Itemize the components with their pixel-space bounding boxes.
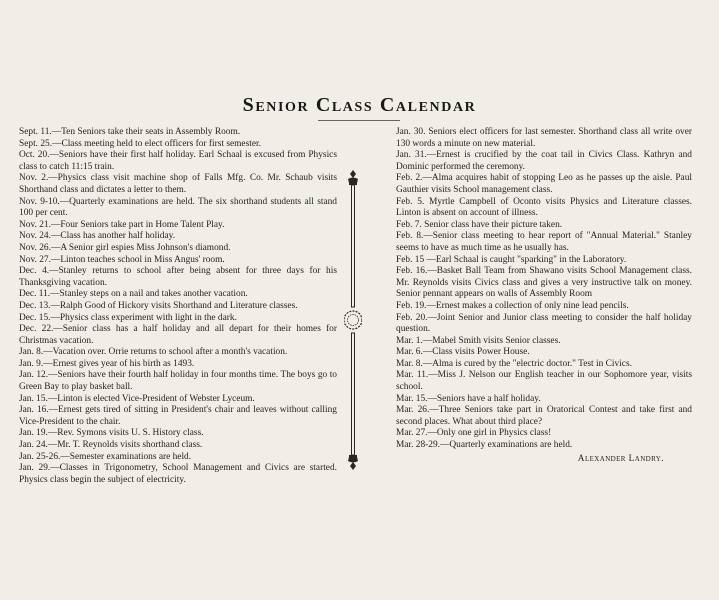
calendar-entry: Dec. 11.—Stanley steps on a nail and takes another vacation. (19, 289, 248, 300)
calendar-entry: Mar. 8.—Alma is cured by the "electric doctor." Test in Civics. (396, 358, 632, 369)
calendar-entry: Jan. 30. Seniors elect officers for last semester. Shorthand class all write over 130 words a minute on new material. (396, 127, 692, 149)
calendar-entry: Nov. 24.—Class has another half holiday. (19, 231, 176, 242)
calendar-entry: Dec. 13.—Ralph Good of Hickory visits Shorthand and Literature classes. (19, 300, 298, 311)
calendar-entry: Nov. 27.—Linton teaches school in Miss Angus' room. (19, 254, 225, 265)
calendar-entry: Nov. 26.—A Senior girl espies Miss Johnson's diamond. (19, 242, 231, 253)
calendar-entry: Feb. 8.—Senior class meeting to hear report of "Annual Material." Stanley seems to have as much time as he usually has. (396, 231, 692, 253)
calendar-entry: Mar. 15.—Seniors have a half holiday. (396, 393, 541, 404)
calendar-column-right (396, 127, 692, 465)
calendar-entry: Feb. 5. Myrtle Campbell of Oconto visits Physics and Literature classes. Linton is absent on account of illness. (396, 196, 692, 219)
calendar-column-left (19, 127, 337, 486)
calendar-entry: Feb. 2.—Alma acquires habit of stopping Leo as he passes up the aisle. Paul Gauthier visits School management class. (396, 173, 692, 195)
ornament-icon (344, 170, 362, 470)
calendar-entry: Feb. 20.—Joint Senior and Junior class meeting to consider the half holiday question. (396, 312, 692, 335)
calendar-entry: Jan. 25-26.—Semester examinations are held. (19, 451, 192, 462)
calendar-entry: Nov. 9-10.—Quarterly examinations are held. The six shorthand students all stand 100 per cent. (19, 196, 337, 219)
calendar-entry: Oct. 20.—Seniors have their first half holiday. Earl Schaal is excused from Physics class to catch 11:15 train. (19, 150, 337, 172)
calendar-entry: Mar. 1.—Mabel Smith visits Senior classes. (396, 335, 561, 346)
calendar-entry: Mar. 28-29.—Quarterly examinations are held. (396, 440, 573, 451)
calendar-entry: Jan. 16.—Ernest gets tired of sitting in President's chair and leaves without calling Vice-President to the chair. (19, 405, 337, 427)
calendar-entry: Feb. 19.—Ernest makes a collection of only nine lead pencils. (396, 300, 629, 311)
calendar-entry: Mar. 27.—Only one girl in Physics class! (396, 428, 552, 439)
calendar-entry: Jan. 31.—Ernest is crucified by the coat tail in Civics Class. Kathryn and Dominic performed the ceremony. (396, 150, 692, 172)
calendar-entry: Jan. 19.—Rev. Symons visits U. S. History class. (19, 428, 204, 439)
calendar-entry: Jan. 12.—Seniors have their fourth half holiday in four months time. The boys go to Green Bay to play basket ball. (19, 370, 337, 393)
calendar-entry: Sept. 11.—Ten Seniors take their seats in Assembly Room. (19, 127, 241, 137)
calendar-entry: Feb. 15 —Earl Schaal is caught "sparking" in the Laboratory. (396, 254, 627, 265)
title-underline (318, 120, 400, 121)
author-signature: Alexander Landry. (577, 453, 664, 464)
calendar-entry: Jan. 15.—Linton is elected Vice-President of Webster Lyceum. (19, 393, 255, 404)
calendar-entry: Dec. 22.—Senior class has a half holiday and all depart for their homes for Christmas vacation. (19, 324, 337, 346)
calendar-entry: Dec. 15.—Physics class experiment with light in the dark. (19, 312, 237, 323)
calendar-entry: Mar. 11.—Miss J. Nelson our English teacher in our Sophomore year, visits school. (396, 370, 692, 393)
calendar-entry: Mar. 6.—Class visits Power House. (396, 347, 530, 358)
calendar-entry: Nov. 2.—Physics class visit machine shop of Falls Mfg. Co. Mr. Schaub visits Shorthand class and dictates a letter to them. (19, 173, 337, 195)
calendar-entry: Jan. 8.—Vacation over. Orrie returns to school after a month's vacation. (19, 347, 288, 358)
calendar-entry: Nov. 21.—Four Seniors take part in Home Talent Play. (19, 219, 225, 230)
calendar-entry: Jan. 24.—Mr. T. Reynolds visits shorthand class. (19, 440, 203, 451)
page-title: Senior Class Calendar (242, 94, 477, 116)
ornamental-column-divider (344, 170, 362, 470)
calendar-entry: Dec. 4.—Stanley returns to school after being absent for three days for his Thanksgiving vacation. (19, 266, 337, 288)
calendar-entry: Jan. 29.—Classes in Trigonometry, School Management and Civics are started. Physics class begin the subject of electricity. (19, 463, 337, 485)
calendar-entry: Feb. 7. Senior class have their picture taken. (396, 219, 563, 230)
calendar-entry: Mar. 26.—Three Seniors take part in Oratorical Contest and take first and second places. What about third place? (396, 405, 692, 427)
calendar-entry: Sept. 25.—Class meeting held to elect officers for first semester. (19, 138, 261, 149)
calendar-entry: Feb. 16.—Basket Ball Team from Shawano visits School Management class. Mr. Reynolds visits Civics class and gives a very instructive talk on money. Senior pennant appears on walls of Assembly Room (396, 266, 692, 300)
calendar-entry: Jan. 9.—Ernest gives year of his birth as 1493. (19, 358, 195, 369)
